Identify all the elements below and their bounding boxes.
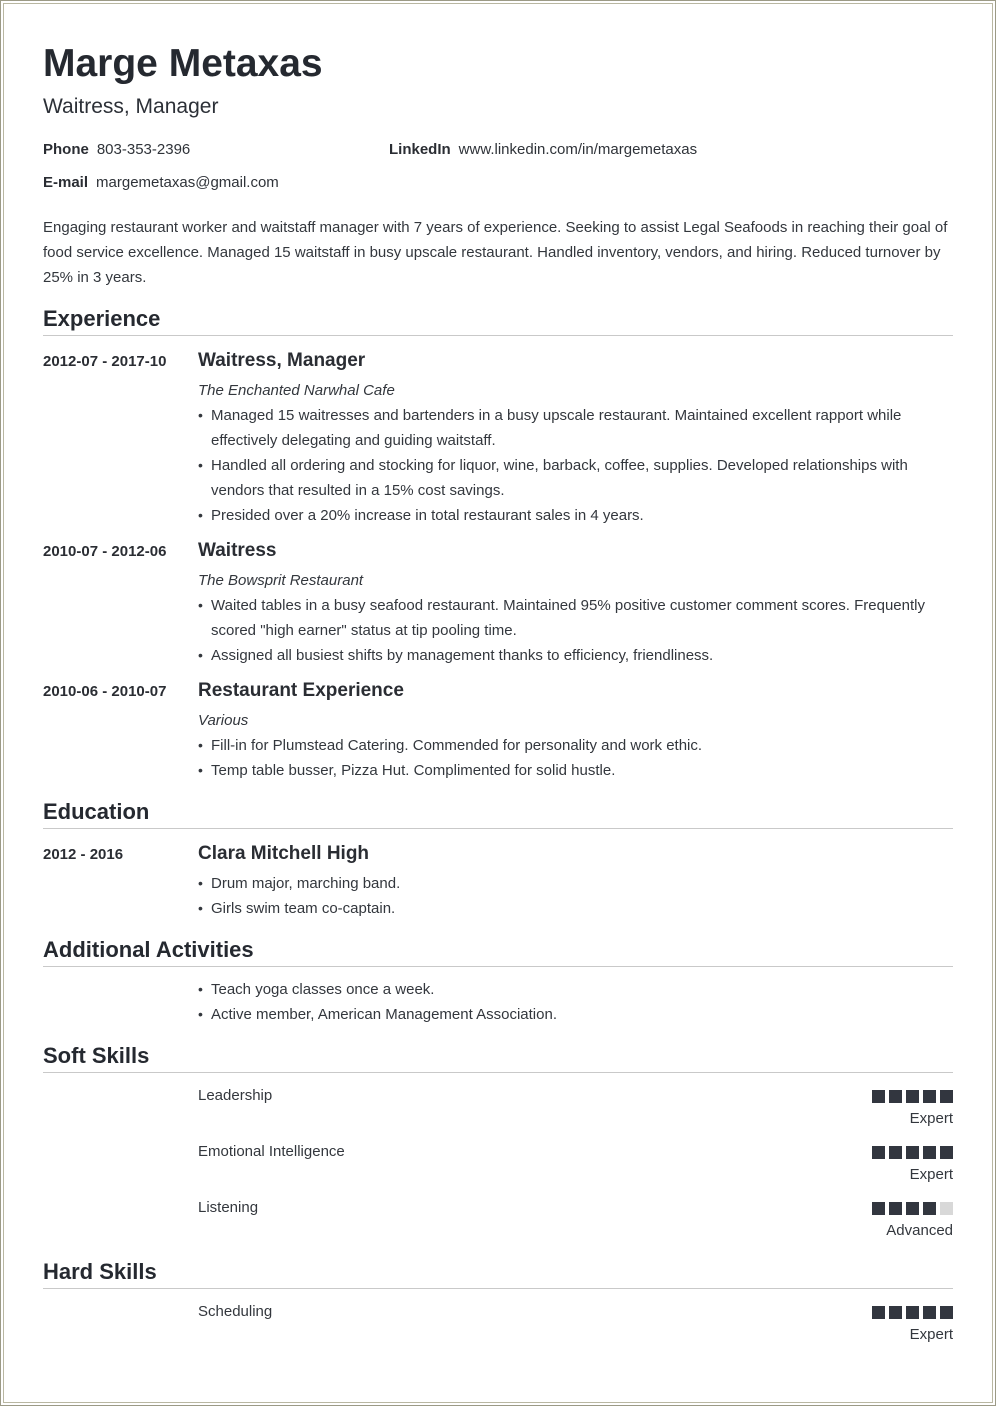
rating-square-filled: [872, 1146, 885, 1159]
rating-square-filled: [906, 1090, 919, 1103]
job-3-title: Restaurant Experience: [198, 680, 404, 701]
list-item: • Fill-in for Plumstead Catering. Commended for personality and work ethic.: [198, 733, 953, 758]
rating-square-filled: [906, 1146, 919, 1159]
rating-square-filled: [923, 1146, 936, 1159]
education-heading: Education: [43, 798, 953, 829]
hard-skill-1-level: Expert: [909, 1326, 953, 1343]
experience-heading: Experience: [43, 305, 953, 336]
soft-skill-1-level: Expert: [909, 1110, 953, 1127]
list-item: • Presided over a 20% increase in total restaurant sales in 4 years.: [198, 503, 953, 528]
list-item: • Drum major, marching band.: [198, 871, 953, 896]
rating-square-filled: [940, 1146, 953, 1159]
rating-square-filled: [923, 1306, 936, 1319]
contact-email: [43, 173, 279, 193]
candidate-name: Marge Metaxas: [43, 42, 323, 85]
soft-skill-2-level: Expert: [909, 1166, 953, 1183]
rating-square-filled: [889, 1306, 902, 1319]
email-value[interactable]: margemetaxas@gmail.com: [96, 174, 279, 191]
soft-skill-2-rating: [872, 1146, 953, 1159]
linkedin-value[interactable]: www.linkedin.com/in/margemetaxas: [458, 141, 698, 158]
rating-square-filled: [872, 1090, 885, 1103]
soft-skill-3-level: Advanced: [886, 1222, 953, 1239]
list-item: • Managed 15 waitresses and bartenders in a busy upscale restaurant. Maintained excellent rapport while effectively delegating and guiding waitstaff.: [198, 403, 953, 453]
rating-square-filled: [940, 1306, 953, 1319]
phone-value[interactable]: 803-353-2396: [96, 141, 191, 158]
job-3-employer: Various: [198, 712, 249, 729]
list-item: • Teach yoga classes once a week.: [198, 977, 953, 1002]
job-3-bullets: [198, 733, 953, 783]
job-2-dates: 2010-07 - 2012-06: [43, 543, 167, 560]
list-item: • Waited tables in a busy seafood restaurant. Maintained 95% positive customer comment scores. Frequently scored "high earner" status at tip pooling time.: [198, 593, 953, 643]
rating-square-filled: [940, 1090, 953, 1103]
linkedin-label: LinkedIn: [389, 141, 451, 158]
list-item: • Temp table busser, Pizza Hut. Complimented for solid hustle.: [198, 758, 953, 783]
hard-skill-1-rating: [872, 1306, 953, 1319]
rating-square-filled: [889, 1146, 902, 1159]
job-3-dates: 2010-06 - 2010-07: [43, 683, 167, 700]
soft-skills-heading: Soft Skills: [43, 1042, 953, 1073]
job-2-employer: The Bowsprit Restaurant: [198, 572, 364, 589]
hard-skills-heading: Hard Skills: [43, 1258, 953, 1289]
education-1-dates: 2012 - 2016: [43, 846, 124, 863]
rating-square-empty: [940, 1202, 953, 1215]
job-2-title: Waitress: [198, 540, 277, 561]
job-1-bullets: [198, 403, 953, 528]
rating-square-filled: [872, 1306, 885, 1319]
soft-skill-1-rating: [872, 1090, 953, 1103]
contact-phone: [43, 140, 190, 160]
list-item: • Assigned all busiest shifts by management thanks to efficiency, friendliness.: [198, 643, 953, 668]
activities-bullets: [198, 977, 953, 1027]
job-1-dates: 2012-07 - 2017-10: [43, 353, 167, 370]
rating-square-filled: [923, 1202, 936, 1215]
email-label: E-mail: [43, 174, 89, 191]
rating-square-filled: [906, 1306, 919, 1319]
candidate-title: Waitress, Manager: [43, 95, 219, 118]
contact-linkedin: [389, 140, 697, 160]
hard-skill-1-name: Scheduling: [198, 1303, 273, 1320]
summary: Engaging restaurant worker and waitstaff manager with 7 years of experience. Seeking to assist Legal Seafoods in reaching their goal of food service excellence. Managed 15 waitstaff in busy upscale restaurant. Handled inventory, vendors, and hiring. Reduced turnover by 25% in 3 years.: [43, 219, 948, 286]
education-1-bullets: [198, 871, 953, 921]
soft-skill-3-rating: [872, 1202, 953, 1215]
activities-heading: Additional Activities: [43, 936, 953, 967]
list-item: • Girls swim team co-captain.: [198, 896, 953, 921]
list-item: • Handled all ordering and stocking for liquor, wine, barback, coffee, supplies. Developed relationships with vendors that resulted in a 15% cost savings.: [198, 453, 953, 503]
job-1-title: Waitress, Manager: [198, 350, 366, 371]
rating-square-filled: [923, 1090, 936, 1103]
rating-square-filled: [889, 1090, 902, 1103]
education-1-school: Clara Mitchell High: [198, 843, 370, 864]
rating-square-filled: [889, 1202, 902, 1215]
job-1-employer: The Enchanted Narwhal Cafe: [198, 382, 395, 399]
soft-skill-3-name: Listening: [198, 1199, 259, 1216]
list-item: • Active member, American Management Association.: [198, 1002, 953, 1027]
job-2-bullets: [198, 593, 953, 668]
soft-skill-1-name: Leadership: [198, 1087, 273, 1104]
page-border-inner: [3, 3, 993, 1403]
rating-square-filled: [906, 1202, 919, 1215]
rating-square-filled: [872, 1202, 885, 1215]
soft-skill-2-name: Emotional Intelligence: [198, 1143, 345, 1160]
phone-label: Phone: [43, 141, 89, 158]
